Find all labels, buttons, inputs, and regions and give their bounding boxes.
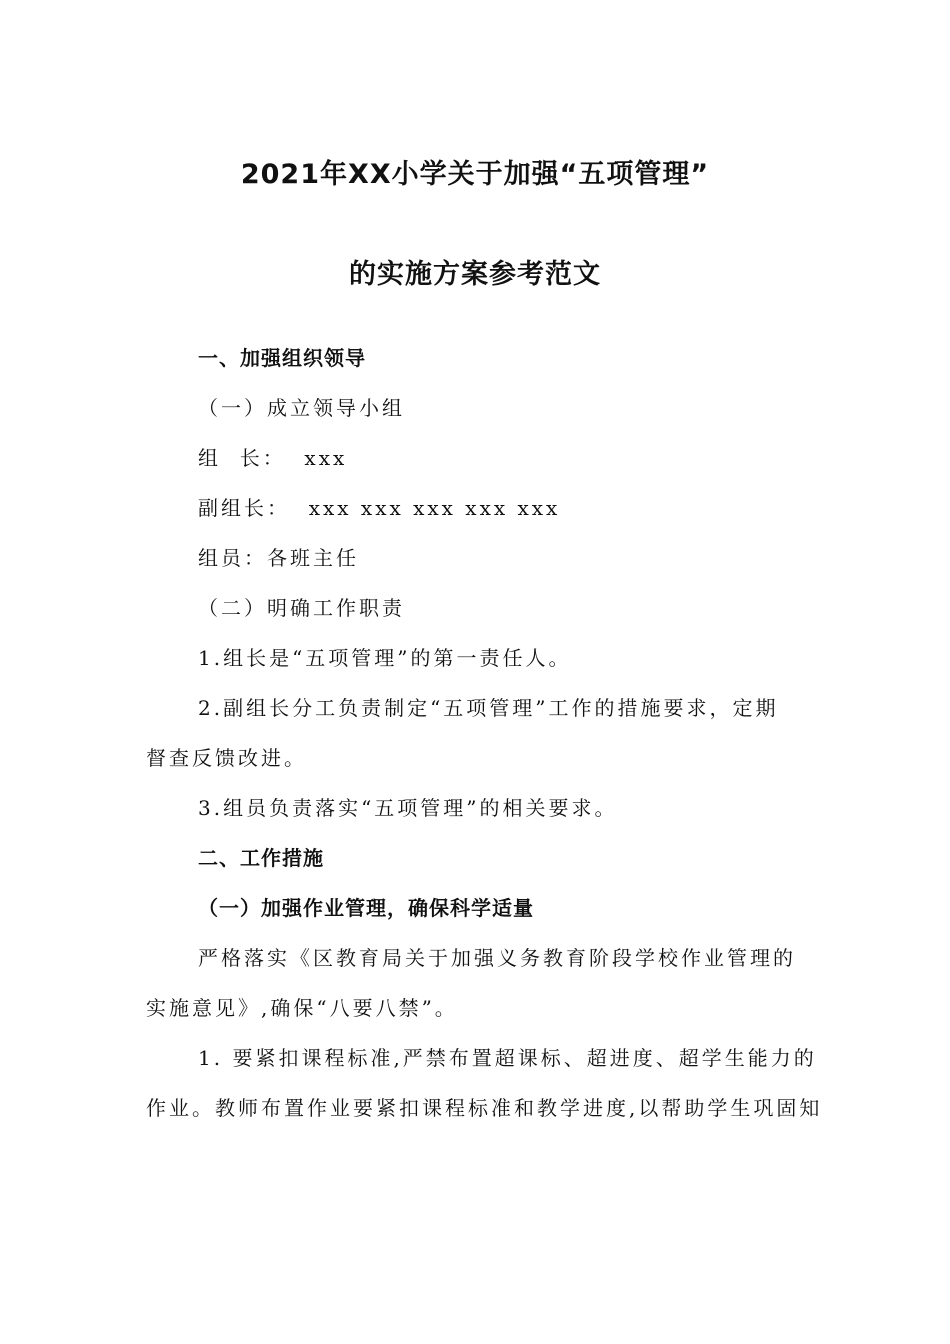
duty-3: 3.组员负责落实“五项管理”的相关要求。 [198,796,618,820]
section-heading-1: 一、加强组织领导 [198,346,366,370]
duty-1: 1.组长是“五项管理”的第一责任人。 [198,646,572,670]
deputy-line: 副组长： xxx xxx xxx xxx xxx [198,496,561,520]
subsection-1: （一）成立领导小组 [198,396,405,420]
leader-line: 组 长： xxx [198,446,348,470]
document-title-line-2: 的实施方案参考范文 [349,259,601,290]
paragraph-1-line-2: 实施意见》,确保“八要八禁”。 [146,996,458,1020]
paragraph-2-line-1: 1. 要紧扣课程标准,严禁布置超课标、超进度、超学生能力的 [198,1046,817,1070]
paragraph-2-line-2: 作业。教师布置作业要紧扣课程标准和教学进度,以帮助学生巩固知 [146,1096,823,1120]
members-line: 组员：各班主任 [198,546,359,570]
document-title-line-1: 2021年XX小学关于加强“五项管理” [240,159,710,190]
paragraph-1-line-1: 严格落实《区教育局关于加强义务教育阶段学校作业管理的 [198,946,796,970]
duty-2-line-1: 2.副组长分工负责制定“五项管理”工作的措施要求，定期 [198,696,779,720]
section-heading-2: 二、工作措施 [198,846,324,870]
duty-2-line-2: 督查反馈改进。 [146,746,307,770]
subsection-3: （一）加强作业管理，确保科学适量 [198,896,534,920]
subsection-2: （二）明确工作职责 [198,596,405,620]
